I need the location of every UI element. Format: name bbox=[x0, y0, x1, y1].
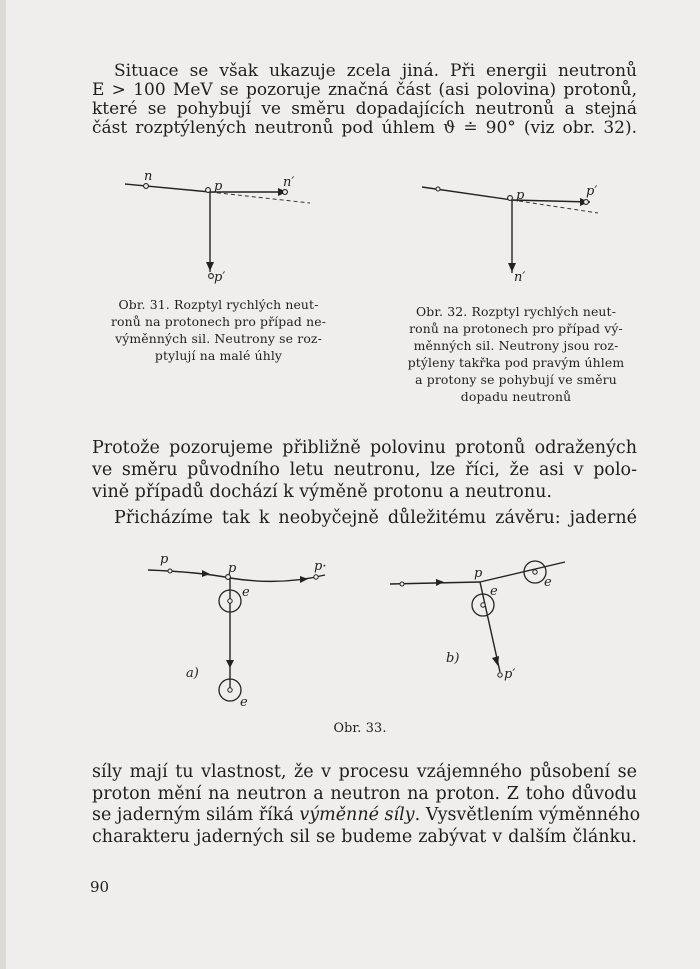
label: e bbox=[240, 695, 248, 710]
label: p bbox=[474, 566, 483, 581]
figure-33-caption: Obr. 33. bbox=[333, 721, 387, 736]
text-line: charakteru jaderných sil se budeme zabývat v dalším článku. bbox=[92, 826, 637, 847]
particle-n-start bbox=[144, 184, 149, 189]
particle bbox=[228, 599, 232, 603]
particle bbox=[228, 688, 232, 692]
text-line: Situace se však ukazuje zcela jiná. Při energii neutronů bbox=[114, 61, 637, 81]
label: e bbox=[242, 585, 250, 600]
label-p-prime: p′ bbox=[586, 184, 598, 199]
text-line: část rozptýlených neutronů pod úhlem ϑ ≐ 90° (viz obr. 32). bbox=[92, 118, 637, 138]
particle bbox=[168, 569, 172, 573]
arrowhead bbox=[300, 576, 308, 583]
text-line: vině případů dochází k výměně protonu a neutronu. bbox=[92, 482, 552, 502]
particle-p-prime bbox=[584, 200, 589, 205]
paragraph-conclusion bbox=[92, 437, 637, 481]
text-line: síly mají tu vlastnost, že v procesu vzájemného působení se bbox=[92, 762, 637, 782]
label-p: p bbox=[516, 188, 525, 203]
panel-a-proton-track bbox=[148, 570, 325, 581]
figure-33-diagram bbox=[140, 550, 580, 720]
label: e bbox=[544, 575, 552, 590]
arrowhead bbox=[206, 262, 214, 271]
particle-p-target bbox=[508, 196, 513, 201]
panel-b-outgoing-track bbox=[480, 562, 565, 582]
arrowhead bbox=[436, 579, 444, 586]
text-line: Přicházíme tak k neobyčejně důležitému závěru: jaderné bbox=[114, 508, 637, 528]
panel-label: b) bbox=[446, 651, 460, 666]
text-line: Protože pozorujeme přibližně polovinu protonů odražených bbox=[92, 438, 637, 458]
text-line: ve směru původního letu neutronu, lze říci, že asi v polo- bbox=[92, 460, 637, 480]
term-exchange-forces: výměnné síly bbox=[299, 805, 415, 825]
label: p′ bbox=[504, 667, 516, 682]
figure-31-caption bbox=[86, 296, 351, 364]
text-line: proton mění na neutron a neutron na proton. Z toho důvodu bbox=[92, 783, 637, 804]
caption-line: ptýleny takřka pod pravým úhlem bbox=[407, 355, 625, 370]
caption-line: výměnných sil. Neutrony se roz- bbox=[115, 331, 322, 346]
particle-start bbox=[436, 187, 440, 191]
particle-p-prime bbox=[209, 274, 214, 279]
caption-line: měnných sil. Neutrony jsou roz- bbox=[413, 338, 619, 353]
paragraph-exchange-forces bbox=[92, 762, 641, 848]
figure-32-caption bbox=[385, 303, 647, 405]
page-number: 90 bbox=[90, 878, 110, 896]
particle bbox=[481, 603, 485, 607]
paragraph-intro bbox=[92, 62, 637, 81]
caption-line: Obr. 32. Rozptyl rychlých neut- bbox=[415, 304, 617, 319]
label: p· bbox=[314, 559, 327, 574]
caption-line: ronů na protonech pro případ ne- bbox=[110, 314, 327, 329]
paragraph-important bbox=[92, 507, 637, 529]
caption-line: dopadu neutronů bbox=[460, 389, 572, 404]
incoming-neutron-track bbox=[422, 187, 512, 200]
text-line: E > 100 MeV se pozoruje značná část (asi polovina) protonů, bbox=[92, 80, 637, 100]
panel-label: a) bbox=[186, 666, 199, 681]
label-n-prime: n′ bbox=[514, 270, 526, 285]
arrowhead bbox=[492, 656, 499, 666]
label-n: n bbox=[144, 169, 153, 184]
figure-32-diagram bbox=[420, 175, 610, 290]
incoming-neutron-track bbox=[125, 184, 210, 192]
paragraph-intro-cont bbox=[92, 81, 637, 138]
label-p-prime: p′ bbox=[214, 270, 226, 285]
page-edge-shadow bbox=[0, 0, 6, 969]
caption-line: ronů na protonech pro případ vý- bbox=[409, 321, 623, 336]
paragraph-conclusion-end bbox=[92, 481, 637, 503]
text-line: které se pohybují ve směru dopadajících neutronů a stejná bbox=[92, 99, 637, 119]
label: e bbox=[490, 584, 498, 599]
label-n-prime: n′ bbox=[283, 175, 295, 190]
text-line: se jaderným silám říká výměnné síly. Vysvětlením výměnného bbox=[92, 805, 641, 825]
particle-p-target bbox=[206, 188, 211, 193]
particle bbox=[314, 575, 318, 579]
particle-n-prime bbox=[283, 190, 288, 195]
figure-31-diagram bbox=[120, 168, 320, 288]
extension-dashed bbox=[210, 192, 310, 203]
particle bbox=[498, 673, 502, 677]
particle bbox=[400, 582, 404, 586]
label: p bbox=[160, 552, 169, 567]
caption-line: ptylují na malé úhly bbox=[154, 348, 283, 363]
caption-line: a protony se pohybují ve směru bbox=[415, 372, 617, 387]
label-p: p bbox=[214, 179, 223, 194]
caption-line: Obr. 31. Rozptyl rychlých neut- bbox=[118, 297, 319, 312]
label: p bbox=[228, 561, 237, 576]
particle bbox=[533, 570, 537, 574]
arrowhead bbox=[202, 570, 210, 577]
arrowhead bbox=[226, 660, 234, 668]
